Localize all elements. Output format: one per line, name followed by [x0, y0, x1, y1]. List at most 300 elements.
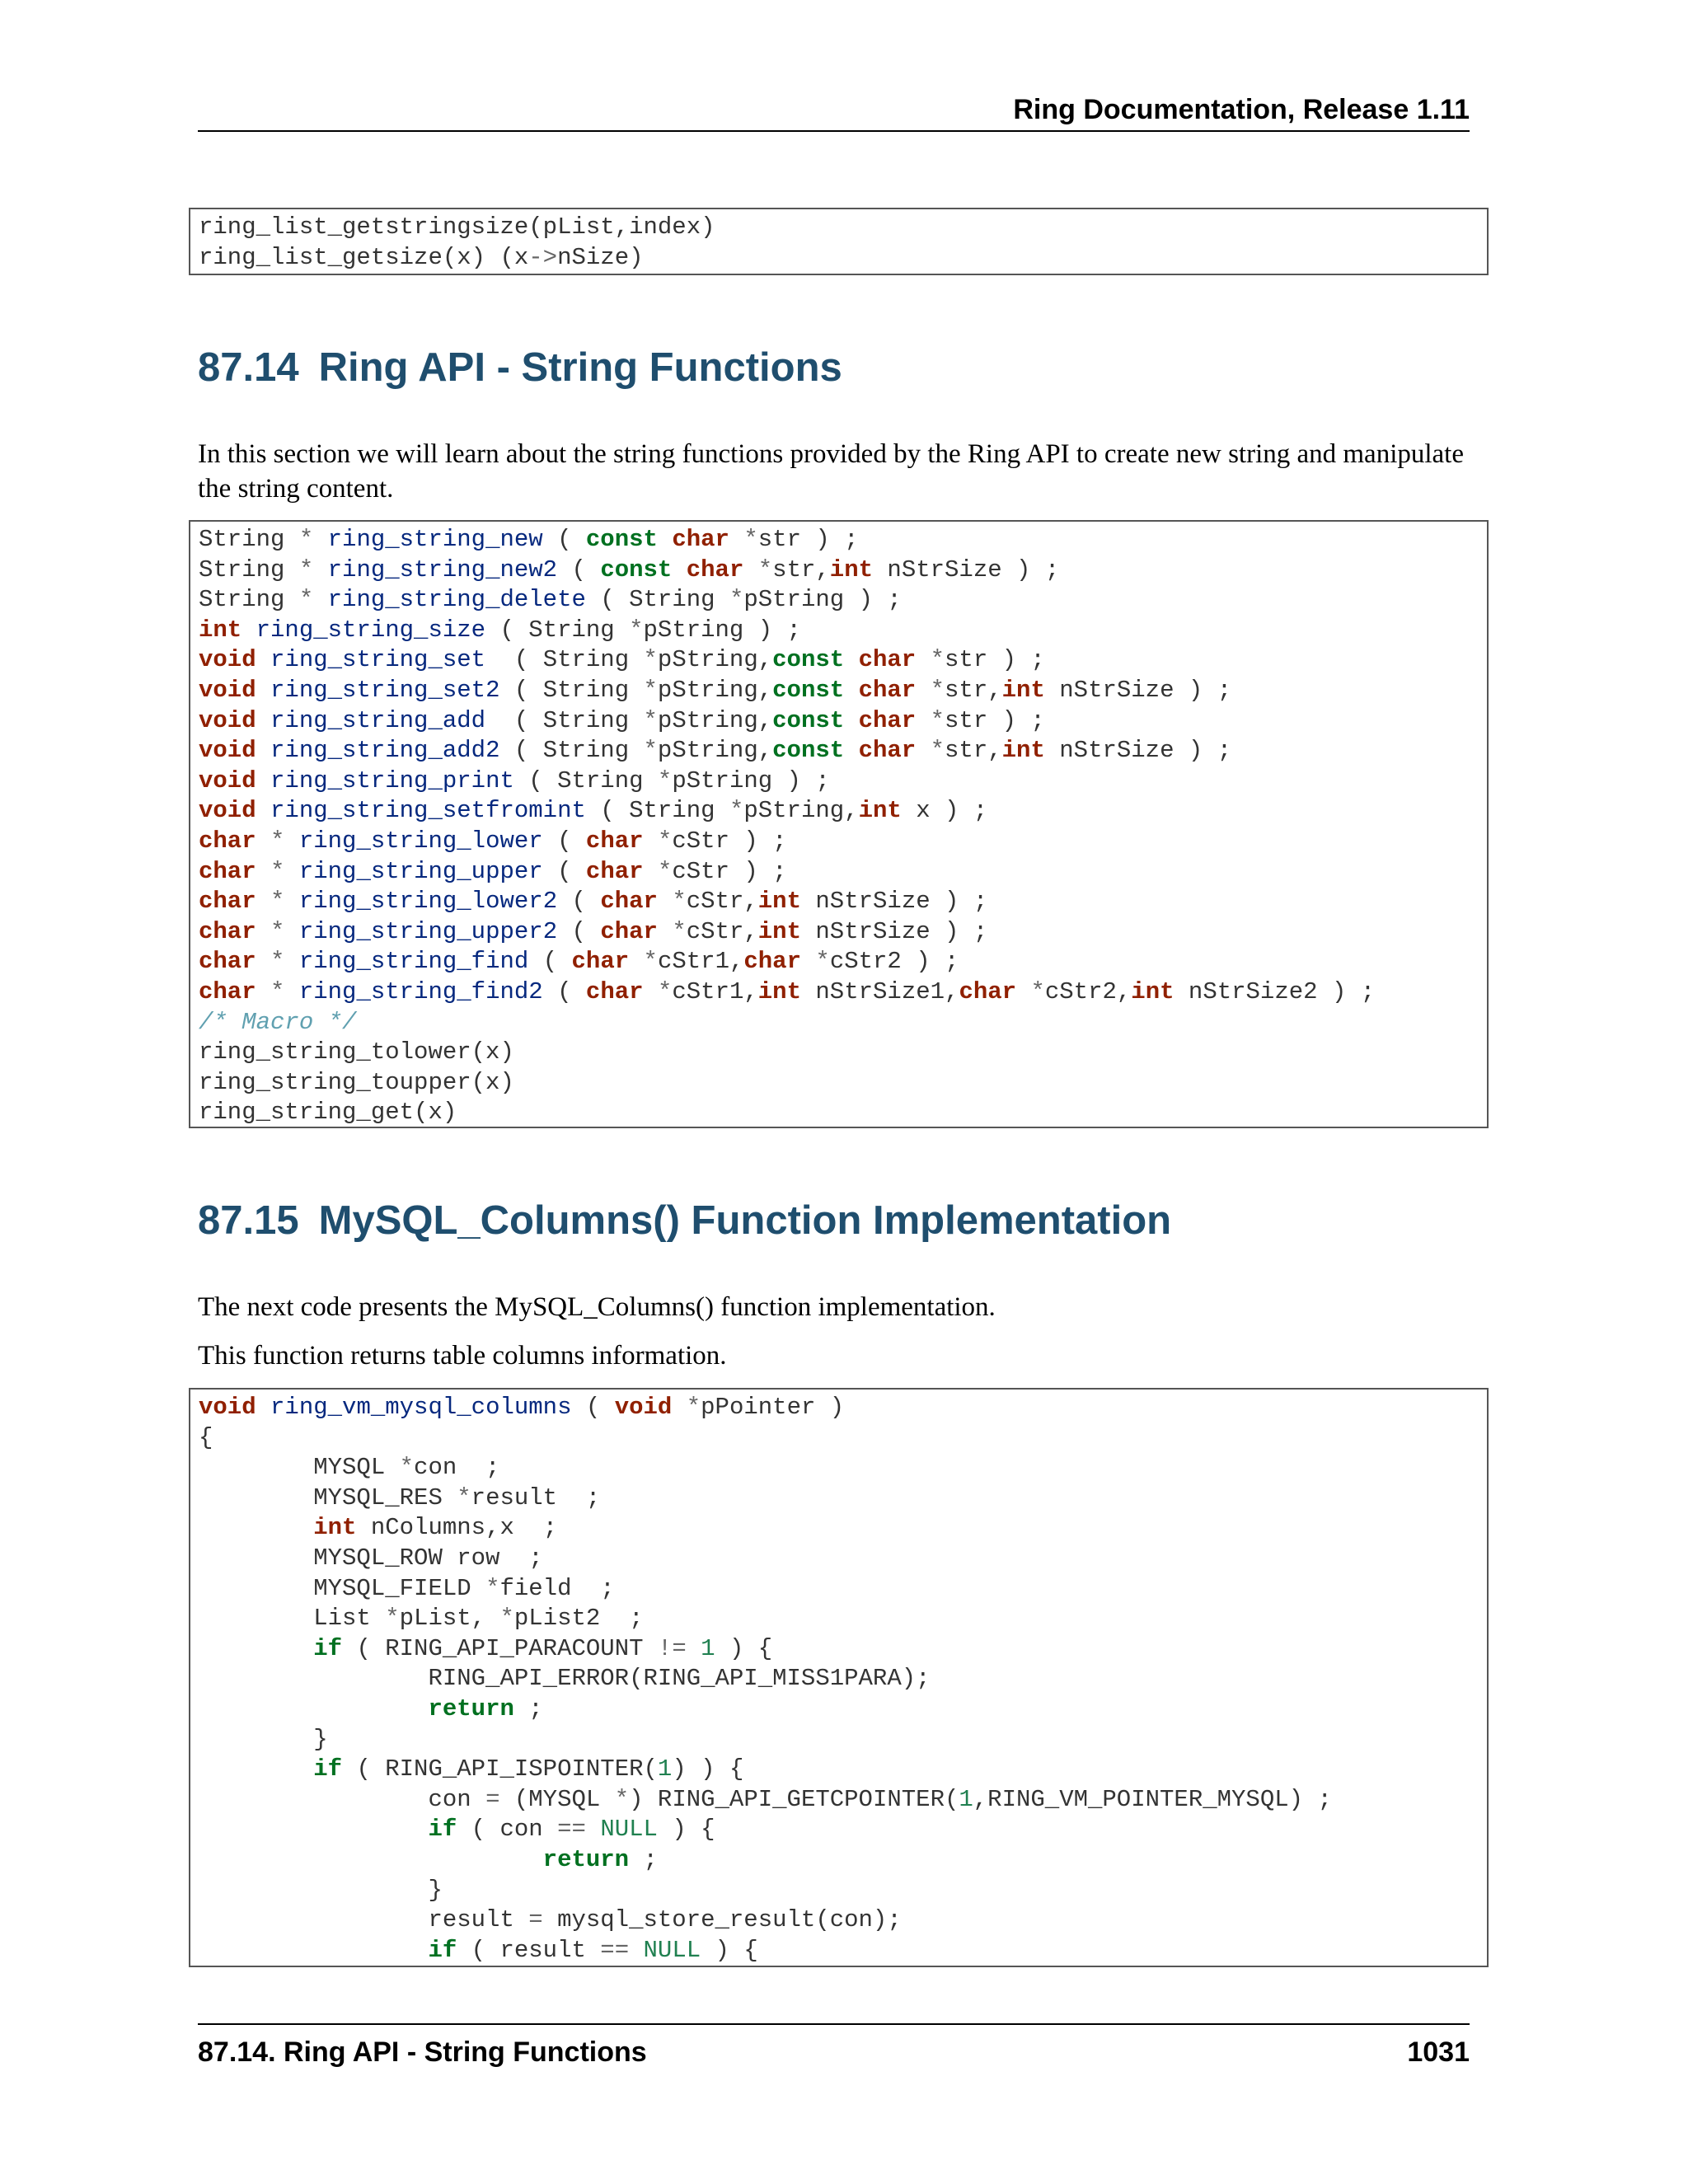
- code-token: if: [313, 1634, 343, 1662]
- code-token: pString ) ;: [672, 766, 830, 794]
- code-line: [199, 917, 1479, 948]
- code-token: cStr2 ) ;: [829, 948, 959, 976]
- code-token: *: [485, 1574, 500, 1602]
- code-token: ring_string_tolower(x): [199, 1038, 514, 1066]
- code-token: ring_string_set: [270, 646, 486, 674]
- code-token: [916, 707, 930, 734]
- code-token: [672, 1394, 686, 1421]
- code-token: char: [199, 888, 256, 916]
- code-token: pString,: [743, 797, 859, 825]
- code-line: [199, 1876, 1479, 1906]
- code-token: List: [199, 1605, 386, 1633]
- code-token: ring_string_setfromint: [270, 797, 586, 825]
- code-token: ring_list_getsize(x) (x: [199, 243, 529, 271]
- section-title: MySQL_Columns() Function Implementation: [318, 1198, 1172, 1243]
- code-token: ( result: [457, 1936, 601, 1964]
- code-token: ;: [513, 1694, 543, 1722]
- code-token: const: [772, 646, 845, 674]
- code-token: mysql_store_result(con);: [542, 1906, 902, 1934]
- code-token: ( String: [499, 737, 644, 765]
- code-line: [199, 1725, 1479, 1755]
- code-token: ring_string_upper2: [298, 917, 558, 945]
- code-token: {: [199, 1423, 213, 1451]
- code-token: void: [199, 1394, 256, 1421]
- code-token: [644, 858, 658, 885]
- code-token: return: [428, 1694, 514, 1722]
- code-line: [199, 1755, 1479, 1785]
- code-token: int: [829, 555, 874, 583]
- code-line: [199, 1845, 1479, 1876]
- code-token: cStr1,: [657, 948, 744, 976]
- code-token: }: [199, 1876, 443, 1904]
- code-token: [256, 858, 270, 885]
- code-token: ( String: [585, 586, 729, 614]
- code-token: *: [1030, 977, 1045, 1005]
- code-token: pString,: [657, 676, 773, 704]
- code-token: ( String: [513, 766, 658, 794]
- code-token: MYSQL_FIELD: [199, 1574, 486, 1602]
- code-token: ring_string_toupper(x): [199, 1068, 514, 1096]
- code-token: pString,: [657, 706, 773, 734]
- code-token: [284, 918, 298, 945]
- code-token: int: [313, 1514, 357, 1542]
- code-token: (: [542, 977, 586, 1005]
- code-token: *: [614, 1785, 630, 1813]
- code-token: [1016, 978, 1030, 1005]
- code-token: [199, 1937, 428, 1964]
- code-token: char: [199, 917, 256, 945]
- code-token: *: [657, 857, 673, 885]
- code-token: nStrSize ) ;: [1044, 737, 1232, 765]
- code-token: ( String: [485, 646, 644, 674]
- code-token: const: [600, 555, 673, 583]
- code-token: int: [757, 977, 801, 1005]
- code-token: String: [199, 526, 299, 553]
- code-token: char: [858, 676, 917, 704]
- code-line: [199, 1008, 1479, 1038]
- code-token: char: [743, 948, 801, 976]
- code-token: return: [542, 1845, 630, 1873]
- code-token: [241, 616, 256, 644]
- code-token: nStrSize ) ;: [873, 555, 1060, 583]
- code-token: ) {: [701, 1936, 758, 1964]
- code-token: ;: [629, 1845, 658, 1873]
- code-token: char: [858, 646, 917, 674]
- code-token: result ;: [471, 1483, 601, 1511]
- code-block-list-macros: [189, 208, 1489, 275]
- code-token: NULL: [600, 1816, 658, 1844]
- code-line: [199, 1098, 1479, 1128]
- code-token: cStr,: [686, 917, 758, 945]
- code-block-string-functions: [189, 520, 1489, 1128]
- footer-section-ref: 87.14. Ring API - String Functions: [198, 2036, 647, 2068]
- code-token: *: [815, 948, 830, 976]
- code-token: [256, 827, 270, 855]
- code-token: int: [858, 797, 902, 825]
- section-number: 87.14: [198, 345, 299, 390]
- code-token: [658, 888, 672, 915]
- code-token: [256, 677, 270, 704]
- code-token: ( RING_API_ISPOINTER(: [342, 1755, 658, 1783]
- code-token: *: [298, 555, 314, 583]
- code-line: [199, 827, 1479, 857]
- code-token: str ) ;: [757, 526, 859, 553]
- code-token: str,: [945, 676, 1002, 704]
- code-line: [199, 213, 1479, 243]
- code-token: ring_list_getstringsize(pList,index): [199, 213, 715, 241]
- code-token: [729, 526, 743, 553]
- code-token: *: [270, 977, 285, 1005]
- code-token: [256, 948, 270, 975]
- code-token: ring_string_new: [327, 526, 543, 553]
- code-token: [256, 646, 270, 673]
- code-token: char: [959, 977, 1017, 1005]
- code-token: pString ) ;: [743, 586, 902, 614]
- code-token: pString,: [657, 646, 773, 674]
- code-token: [629, 1937, 643, 1964]
- code-token: void: [199, 737, 256, 765]
- code-token: int: [199, 616, 242, 644]
- code-token: !=: [657, 1634, 687, 1662]
- code-token: MYSQL: [199, 1454, 400, 1482]
- code-line: [199, 1393, 1479, 1423]
- code-token: *: [643, 737, 658, 765]
- code-token: *: [643, 646, 658, 674]
- code-token: =: [528, 1906, 543, 1934]
- code-token: int: [1131, 977, 1175, 1005]
- code-token: nStrSize ) ;: [801, 917, 988, 945]
- code-token: [284, 858, 298, 885]
- code-line: [199, 977, 1479, 1008]
- code-token: [644, 827, 658, 855]
- code-line: [199, 857, 1479, 888]
- code-token: String: [199, 555, 299, 583]
- code-token: (: [542, 827, 586, 855]
- code-token: char: [199, 977, 256, 1005]
- code-line: [199, 1664, 1479, 1694]
- code-token: [256, 1394, 270, 1421]
- code-token: ) ) {: [672, 1755, 744, 1783]
- code-token: ring_vm_mysql_columns: [270, 1394, 572, 1421]
- code-line: [199, 1604, 1479, 1634]
- code-token: void: [199, 766, 256, 794]
- code-token: [313, 526, 327, 553]
- code-token: ring_string_find2: [298, 977, 543, 1005]
- code-token: con: [199, 1785, 486, 1813]
- code-token: [199, 1514, 313, 1541]
- code-token: =: [485, 1785, 500, 1813]
- code-token: 1: [657, 1755, 673, 1783]
- code-token: RING_API_ERROR(RING_API_MISS1PARA);: [199, 1665, 931, 1693]
- code-token: [916, 737, 930, 764]
- code-token: *: [385, 1605, 400, 1633]
- code-line: [199, 947, 1479, 977]
- code-token: ring_string_lower: [298, 827, 543, 855]
- code-token: *: [270, 948, 285, 976]
- code-line: [199, 1785, 1479, 1816]
- code-token: 1: [959, 1785, 973, 1813]
- code-token: *: [643, 676, 658, 704]
- code-token: *: [270, 857, 285, 885]
- code-token: cStr,: [686, 888, 758, 916]
- code-token: char: [672, 526, 729, 553]
- code-token: *: [499, 1605, 514, 1633]
- code-token: *: [930, 737, 945, 765]
- code-token: pPointer ): [701, 1394, 845, 1421]
- code-token: pString ) ;: [643, 616, 801, 644]
- code-token: str,: [945, 737, 1002, 765]
- page-footer: [198, 2023, 1470, 2069]
- code-token: cStr1,: [672, 977, 758, 1005]
- code-token: *: [930, 646, 945, 674]
- code-token: ring_string_set2: [270, 676, 500, 704]
- code-token: 1: [701, 1634, 715, 1662]
- section-number: 87.15: [198, 1198, 299, 1243]
- code-line: [199, 243, 1479, 274]
- page-header: [198, 91, 1470, 132]
- code-token: void: [199, 676, 256, 704]
- code-line: [199, 1544, 1479, 1574]
- mysql-intro-paragraph: The next code presents the MySQL_Columns() function implementation.: [198, 1292, 996, 1322]
- code-line: [199, 616, 1479, 646]
- code-block-mysql-columns: [189, 1388, 1489, 1967]
- code-line: [199, 1513, 1479, 1544]
- code-token: [284, 888, 298, 915]
- code-token: ,RING_VM_POINTER_MYSQL) ;: [973, 1785, 1332, 1813]
- code-token: ( con: [457, 1816, 558, 1844]
- code-token: [199, 1846, 543, 1873]
- code-token: int: [1001, 676, 1045, 704]
- code-token: [256, 888, 270, 915]
- code-token: int: [757, 917, 801, 945]
- code-token: (: [557, 555, 601, 583]
- code-token: [256, 918, 270, 945]
- code-token: ( String: [485, 706, 644, 734]
- code-token: ==: [557, 1816, 586, 1844]
- code-token: *: [298, 526, 314, 553]
- code-token: [916, 677, 930, 704]
- code-token: [284, 948, 298, 975]
- code-token: [313, 556, 327, 583]
- code-token: [199, 1695, 428, 1722]
- code-token: *: [629, 616, 644, 644]
- code-token: const: [772, 676, 845, 704]
- code-token: nStrSize2 ) ;: [1174, 977, 1376, 1005]
- code-token: [313, 586, 327, 613]
- code-token: void: [199, 646, 256, 674]
- section-heading-string-functions: [198, 344, 842, 391]
- code-line: [199, 555, 1479, 586]
- code-token: str ) ;: [945, 646, 1045, 674]
- code-token: (: [557, 888, 601, 916]
- code-token: void: [614, 1394, 673, 1421]
- code-token: }: [199, 1725, 328, 1753]
- code-token: *: [729, 586, 744, 614]
- code-line: [199, 1634, 1479, 1665]
- code-token: result: [199, 1906, 529, 1934]
- code-token: int: [1001, 737, 1045, 765]
- code-token: if: [313, 1755, 343, 1783]
- code-token: /* Macro */: [199, 1008, 357, 1036]
- code-token: const: [585, 526, 658, 553]
- code-token: *: [270, 917, 285, 945]
- code-token: MYSQL_RES: [199, 1483, 457, 1511]
- document-title: Ring Documentation, Release 1.11: [1013, 94, 1470, 125]
- code-token: char: [858, 737, 917, 765]
- code-token: nColumns,x ;: [356, 1514, 558, 1542]
- code-line: [199, 1936, 1479, 1966]
- code-token: NULL: [643, 1936, 701, 1964]
- section-intro-paragraph: In this section we will learn about the string functions provided by the Ring API to create new string and manipulate the string content.: [198, 439, 1464, 504]
- code-token: ( String: [585, 797, 729, 825]
- code-token: nStrSize ) ;: [1044, 676, 1232, 704]
- code-token: str,: [772, 555, 830, 583]
- code-token: *: [729, 797, 744, 825]
- code-token: char: [686, 555, 744, 583]
- code-line: [199, 1694, 1479, 1725]
- code-token: const: [772, 737, 845, 765]
- code-token: [658, 918, 672, 945]
- code-token: ring_string_add: [270, 706, 486, 734]
- code-token: *: [270, 888, 285, 916]
- code-token: [629, 948, 643, 975]
- code-token: const: [772, 706, 845, 734]
- code-token: (: [557, 917, 601, 945]
- code-token: *: [457, 1483, 471, 1511]
- code-line: [199, 585, 1479, 616]
- code-token: ( String: [485, 616, 630, 644]
- code-line: [199, 736, 1479, 766]
- code-token: [256, 978, 270, 1005]
- code-token: MYSQL_ROW row ;: [199, 1544, 543, 1572]
- code-token: [844, 707, 858, 734]
- code-token: ( RING_API_PARACOUNT: [342, 1634, 658, 1662]
- code-token: ring_string_find: [298, 948, 529, 976]
- code-line: [199, 525, 1479, 555]
- code-token: [199, 1755, 313, 1783]
- code-token: ring_string_add2: [270, 737, 500, 765]
- code-token: String: [199, 586, 299, 614]
- code-token: [844, 737, 858, 764]
- code-token: ring_string_lower2: [298, 888, 558, 916]
- code-token: char: [199, 948, 256, 976]
- code-line: [199, 1453, 1479, 1483]
- code-token: [801, 948, 815, 975]
- code-token: [256, 767, 270, 794]
- code-line: [199, 1038, 1479, 1068]
- code-token: [844, 646, 858, 673]
- code-token: *: [743, 526, 758, 553]
- code-token: [199, 1635, 313, 1662]
- code-token: ring_string_new2: [327, 555, 558, 583]
- code-line: [199, 1483, 1479, 1514]
- code-token: *: [399, 1454, 415, 1482]
- code-line: [199, 706, 1479, 737]
- code-token: ring_string_get(x): [199, 1099, 457, 1127]
- code-token: nStrSize ) ;: [801, 888, 988, 916]
- code-token: pList,: [399, 1605, 500, 1633]
- code-token: con ;: [414, 1454, 500, 1482]
- code-token: x ) ;: [901, 797, 988, 825]
- code-token: char: [585, 827, 644, 855]
- code-token: *: [298, 586, 314, 614]
- code-token: if: [428, 1816, 457, 1844]
- code-line: [199, 796, 1479, 827]
- code-token: [284, 827, 298, 855]
- code-token: char: [199, 857, 256, 885]
- section-heading-mysql-columns: [198, 1197, 1171, 1244]
- code-token: [256, 707, 270, 734]
- code-token: ) {: [657, 1816, 715, 1844]
- code-token: ring_string_delete: [327, 586, 586, 614]
- code-token: ) {: [715, 1634, 773, 1662]
- code-token: ring_string_upper: [298, 857, 543, 885]
- code-line: [199, 645, 1479, 676]
- code-line: [199, 1815, 1479, 1845]
- code-token: ring_string_print: [270, 766, 514, 794]
- mysql-description-paragraph: This function returns table columns information.: [198, 1341, 727, 1371]
- code-token: ring_string_size: [256, 616, 486, 644]
- code-token: char: [858, 706, 917, 734]
- code-token: char: [571, 948, 630, 976]
- code-token: pList2 ;: [513, 1605, 644, 1633]
- code-token: ==: [600, 1936, 630, 1964]
- code-token: *: [757, 555, 773, 583]
- code-token: if: [428, 1936, 457, 1964]
- code-token: *: [657, 766, 673, 794]
- code-line: [199, 766, 1479, 797]
- code-token: void: [199, 706, 256, 734]
- code-token: char: [199, 827, 256, 855]
- code-token: str ) ;: [945, 706, 1045, 734]
- code-token: [256, 797, 270, 824]
- code-token: [644, 978, 658, 1005]
- code-token: *: [930, 676, 945, 704]
- code-token: (: [542, 526, 586, 553]
- code-token: [586, 1816, 600, 1843]
- code-token: cStr ) ;: [672, 827, 787, 855]
- code-token: *: [270, 827, 285, 855]
- code-token: [199, 1816, 428, 1843]
- code-token: *: [643, 706, 658, 734]
- code-token: *: [672, 917, 687, 945]
- code-token: [687, 1635, 701, 1662]
- code-token: (MYSQL: [499, 1785, 615, 1813]
- code-token: [658, 526, 672, 553]
- code-token: *: [657, 977, 673, 1005]
- code-token: pString,: [657, 737, 773, 765]
- code-line: [199, 1574, 1479, 1605]
- code-token: [284, 978, 298, 1005]
- code-token: int: [757, 888, 801, 916]
- code-line: [199, 1905, 1479, 1936]
- code-line: [199, 1068, 1479, 1099]
- code-token: [916, 646, 930, 673]
- code-token: field ;: [499, 1574, 615, 1602]
- code-token: cStr ) ;: [672, 857, 787, 885]
- code-token: *: [930, 706, 945, 734]
- code-token: ) RING_API_GETCPOINTER(: [629, 1785, 959, 1813]
- code-token: [844, 677, 858, 704]
- code-token: *: [657, 827, 673, 855]
- code-token: cStr2,: [1044, 977, 1132, 1005]
- code-token: nSize): [557, 243, 644, 271]
- code-token: [256, 737, 270, 764]
- code-line: [199, 676, 1479, 706]
- code-token: char: [600, 888, 658, 916]
- code-token: (: [542, 857, 586, 885]
- code-token: (: [571, 1394, 615, 1421]
